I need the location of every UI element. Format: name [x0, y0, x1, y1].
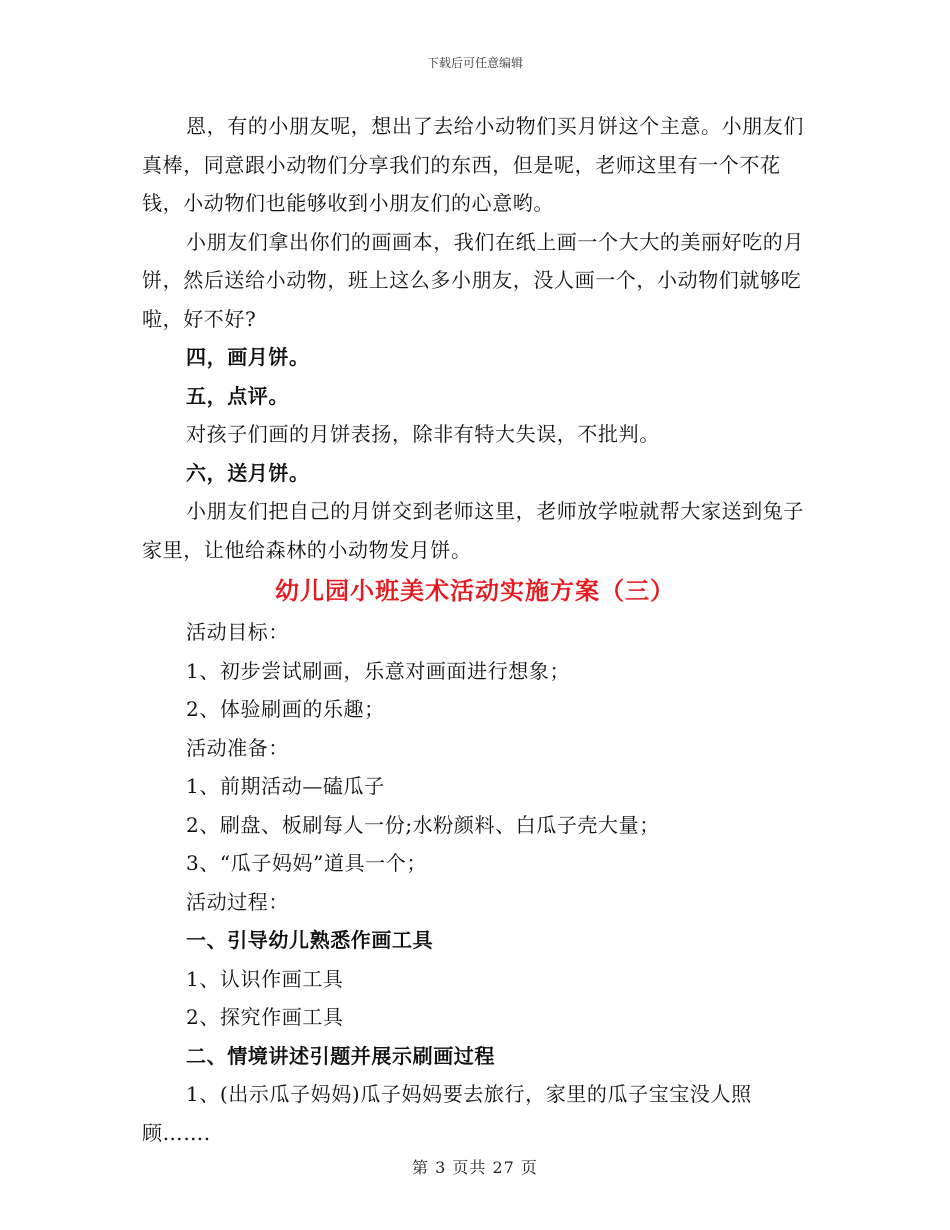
section-line: 1、认识作画工具 [186, 966, 344, 991]
step-heading: 四，画月饼。 [186, 345, 310, 369]
paragraph: 恩，有的小朋友呢，想出了去给小动物们买月饼这个主意。小朋友们真棒，同意跟小动物们分享我们的东西，但是呢，老师这里有一个不花钱，小动物们也能够收到小朋友们的心意哟。 [142, 114, 804, 215]
document-body [142, 107, 808, 1152]
section-line: 活动准备： [186, 735, 289, 760]
section-line: 1、初步尝试刷画，乐意对画面进行想象； [186, 658, 571, 683]
page-footer: 第 3 页共 27 页 [412, 1158, 538, 1177]
paragraph: 对孩子们画的月饼表扬，除非有特大失误，不批判。 [186, 422, 660, 446]
section-heading: 一、引导幼儿熟悉作画工具 [186, 928, 434, 952]
section-line: 1、前期活动—磕瓜子 [186, 774, 385, 798]
section-line: 3、“瓜子妈妈”道具一个； [186, 851, 427, 875]
paragraph: 小朋友们拿出你们的画画本，我们在纸上画一个大大的美丽好吃的月饼，然后送给小动物，班上这么多小朋友，没人画一个，小动物们就够吃啦，好不好? [142, 229, 804, 331]
step-heading: 五，点评。 [186, 383, 289, 408]
section-line: 2、探究作画工具 [186, 1005, 344, 1029]
section-line: 活动目标： [186, 620, 289, 644]
section-title: 幼儿园小班美术活动实施方案（三） [275, 576, 675, 605]
section-heading: 二、情境讲述引题并展示刷画过程 [186, 1043, 495, 1068]
section-line: 活动过程： [186, 889, 289, 914]
page-header: 下载后可任意编辑 [426, 56, 523, 70]
step-heading: 六，送月饼。 [186, 460, 310, 485]
section-line: 1、(出示瓜子妈妈)瓜子妈妈要去旅行，家里的瓜子宝宝没人照顾……. [142, 1082, 752, 1145]
section-line: 2、刷盘、板刷每人一份;水粉颜料、白瓜子壳大量； [186, 812, 660, 837]
paragraph: 小朋友们把自己的月饼交到老师这里，老师放学啦就帮大家送到兔子家里，让他给森林的小动物发月饼。 [142, 499, 804, 562]
section-line: 2、体验刷画的乐趣； [186, 697, 385, 721]
